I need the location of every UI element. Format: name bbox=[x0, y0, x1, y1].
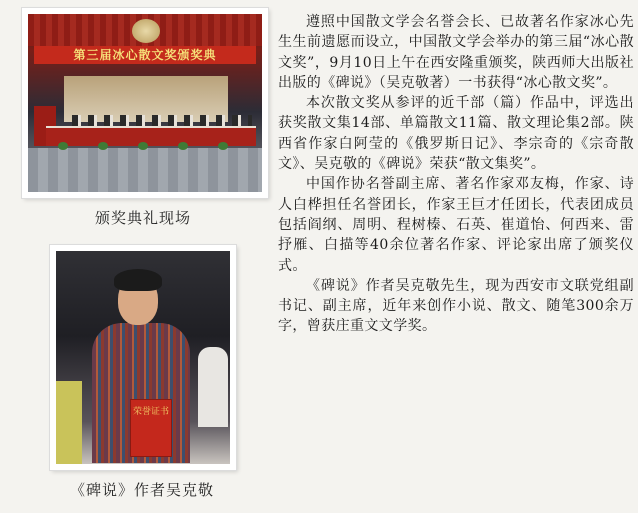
background-figure bbox=[56, 381, 82, 464]
article-paragraph: 《碑说》作者吴克敬先生，现为西安市文联党组副书记、副主席，近年来创作小说、散文、随笔300余万字，曾获庄重文文学奖。 bbox=[278, 277, 634, 335]
article-paragraph: 遵照中国散文学会名誉会长、已故著名作家冰心先生生前遗愿而设立，中国散文学会举办的第三届“冰心散文奖”，9月10日上午在西安隆重颁奖，陕西师大出版社出版的《碑说》（吴克敬著）一书获得“冰心散文奖”。 bbox=[278, 14, 634, 91]
article-body bbox=[278, 12, 634, 337]
portrait-photo-frame bbox=[50, 245, 236, 470]
plant-icon bbox=[58, 142, 68, 150]
plant-icon bbox=[138, 142, 148, 150]
honor-certificate: 荣誉证书 bbox=[130, 399, 172, 457]
emblem-icon bbox=[132, 19, 160, 43]
stage-front bbox=[28, 148, 262, 192]
article-paragraph: 中国作协名誉副主席、著名作家邓友梅，作家、诗人白桦担任名誉团长，作家王巨才任团长，代表团成员包括阎纲、周明、程树榛、石英、崔道怡、何西来、雷抒雁、白描等40余位著名作家、评论家出席了颁奖仪式。 bbox=[278, 176, 634, 274]
ceremony-banner: 第三届冰心散文奖颁奖典 bbox=[34, 46, 256, 64]
plant-icon bbox=[98, 142, 108, 150]
portrait-photo bbox=[56, 251, 230, 464]
plant-icon bbox=[218, 142, 228, 150]
ceremony-caption: 颁奖典礼现场 bbox=[95, 209, 192, 227]
article-paragraph: 本次散文奖从参评的近千部（篇）作品中，评选出获奖散文集14部、单篇散文11篇、散文理论集2部。陕西省作家白阿莹的《俄罗斯日记》、李宗奇的《宗奇散文》、吴克敬的《碑说》荣获“散文集奖”。 bbox=[278, 95, 634, 173]
ceremony-photo-frame bbox=[22, 8, 268, 198]
portrait-caption: 《碑说》作者吴克敬 bbox=[70, 481, 215, 499]
background-figure bbox=[198, 347, 228, 427]
ceremony-photo bbox=[28, 14, 262, 192]
author-hair bbox=[114, 269, 162, 291]
plant-icon bbox=[178, 142, 188, 150]
